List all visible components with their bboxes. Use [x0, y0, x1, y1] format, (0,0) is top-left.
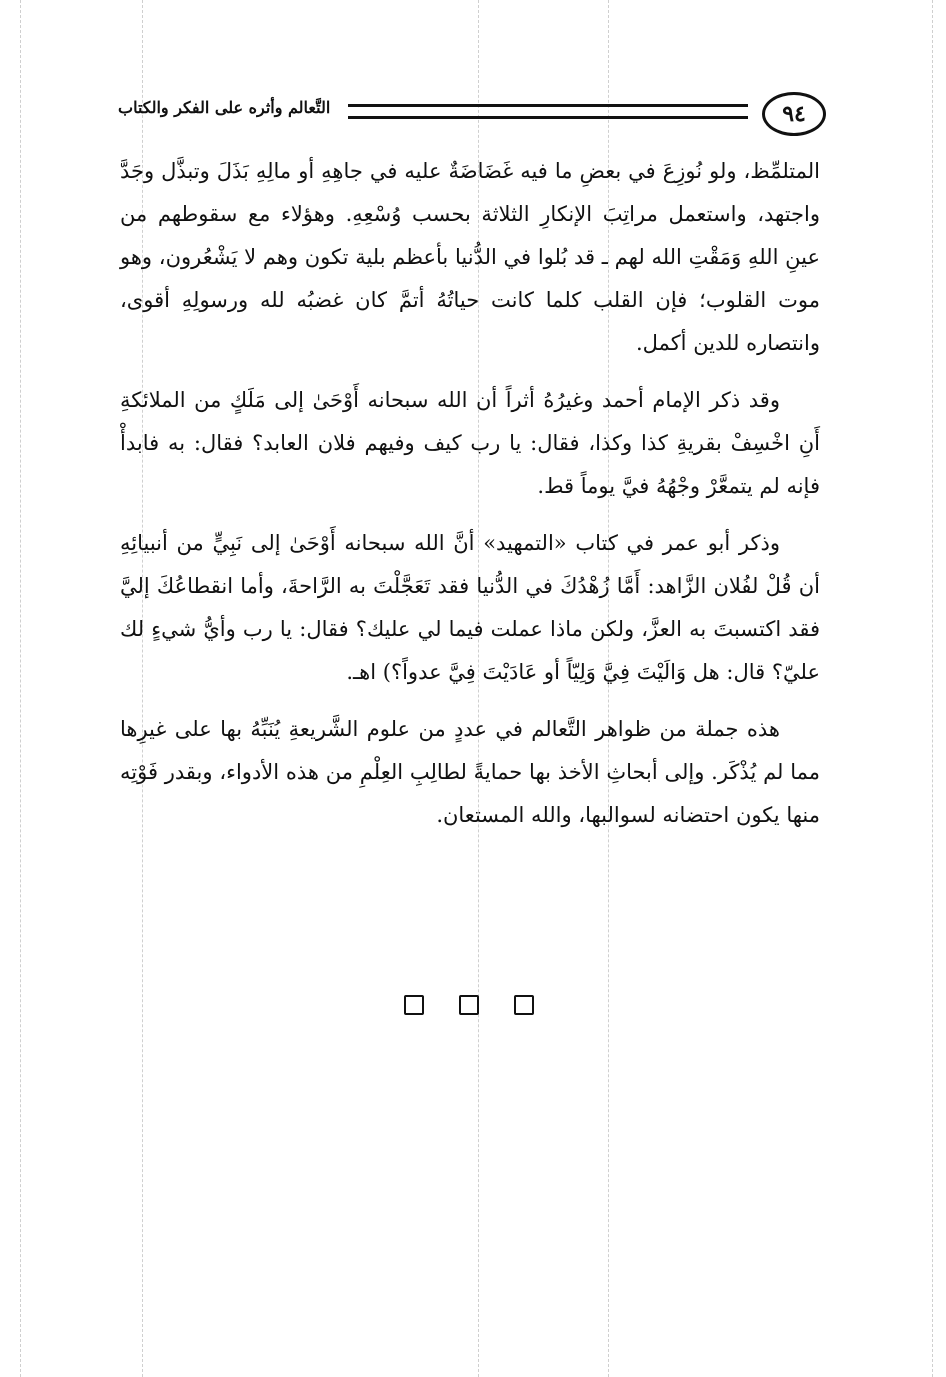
header-rule — [348, 104, 748, 119]
scan-guide-line — [932, 0, 933, 1377]
paragraph: المتلمِّظ، ولو نُوزِعَ في بعضِ ما فيه غَضَاضَةٌ عليه في جاهِهِ أو مالِهِ بَذَلَ وتبذَّل وجَدَّ واجتهد، واستعمل مراتِبَ الإنكارِ الثلاثة بحسب وُسْعِهِ. وهؤلاء مع سقوطهم من عينِ اللهِ وَمَقْتِ الله لهم ـ قد بُلوا في الدُّنيا بأعظم بلية تكون وهم لا يَشْعُرون، وهو موت القلوب؛ فإن القلب كلما كانت حياتُهُ أتمَّ كان غضبُه لله ورسولِهِ أقوى، وانتصاره للدين أكمل. — [120, 159, 820, 355]
page-header — [118, 88, 826, 138]
page-number: ٩٤ — [762, 92, 826, 136]
paragraph: وذكر أبو عمر في كتاب «التمهيد» أنَّ الله سبحانه أَوْحَىٰ إلى نَبِيٍّ من أنبيائِهِ أن قُلْ لفُلان الزَّاهد: أَمَّا زُهْدُكَ في الدُّنيا فقد تَعَجَّلْتَ به الرَّاحةَ، وأما انقطاعُكَ إليَّ فقد اكتسبتَ به العزَّ، ولكن ماذا عملت فيما لي عليك؟ فقال: يا رب وأيُّ شيءٍ لك عليّ؟ قال: هل وَالَيْتَ فِيَّ وَلِيّاً أو عَادَيْتَ فِيَّ عدواً؟) اهـ. — [120, 531, 820, 684]
section-end-marks — [404, 995, 534, 1015]
end-mark-box-icon — [459, 995, 479, 1015]
page-body — [120, 150, 820, 851]
paragraph: هذه جملة من ظواهر التَّعالم في عددٍ من علوم الشَّريعةِ يُنَبِّهُ بها على غيرِها مما لم يُذْكَر. وإلى أبحاثِ الأخذ بها حمايةً لطالِبِ العِلْمِ من هذه الأدواء، وبقدر فَوْتِه منها يكون احتضانه لسوالبها، والله المستعان. — [120, 717, 820, 827]
running-title: التَّعالم وأثره على الفكر والكتاب — [118, 98, 331, 117]
end-mark-box-icon — [514, 995, 534, 1015]
scan-guide-line — [20, 0, 21, 1377]
paragraph: وقد ذكر الإمام أحمد وغيرُهُ أثراً أن الله سبحانه أَوْحَىٰ إلى مَلَكٍ من الملائكةِ أَنِ اخْسِفْ بقريةِ كذا وكذا، فقال: يا رب كيف وفيهم فلان العابد؟ فقال: به فابدأْ فإنه لم يتمعَّرْ وجْهُهُ فيَّ يوماً قط. — [120, 388, 820, 498]
end-mark-box-icon — [404, 995, 424, 1015]
